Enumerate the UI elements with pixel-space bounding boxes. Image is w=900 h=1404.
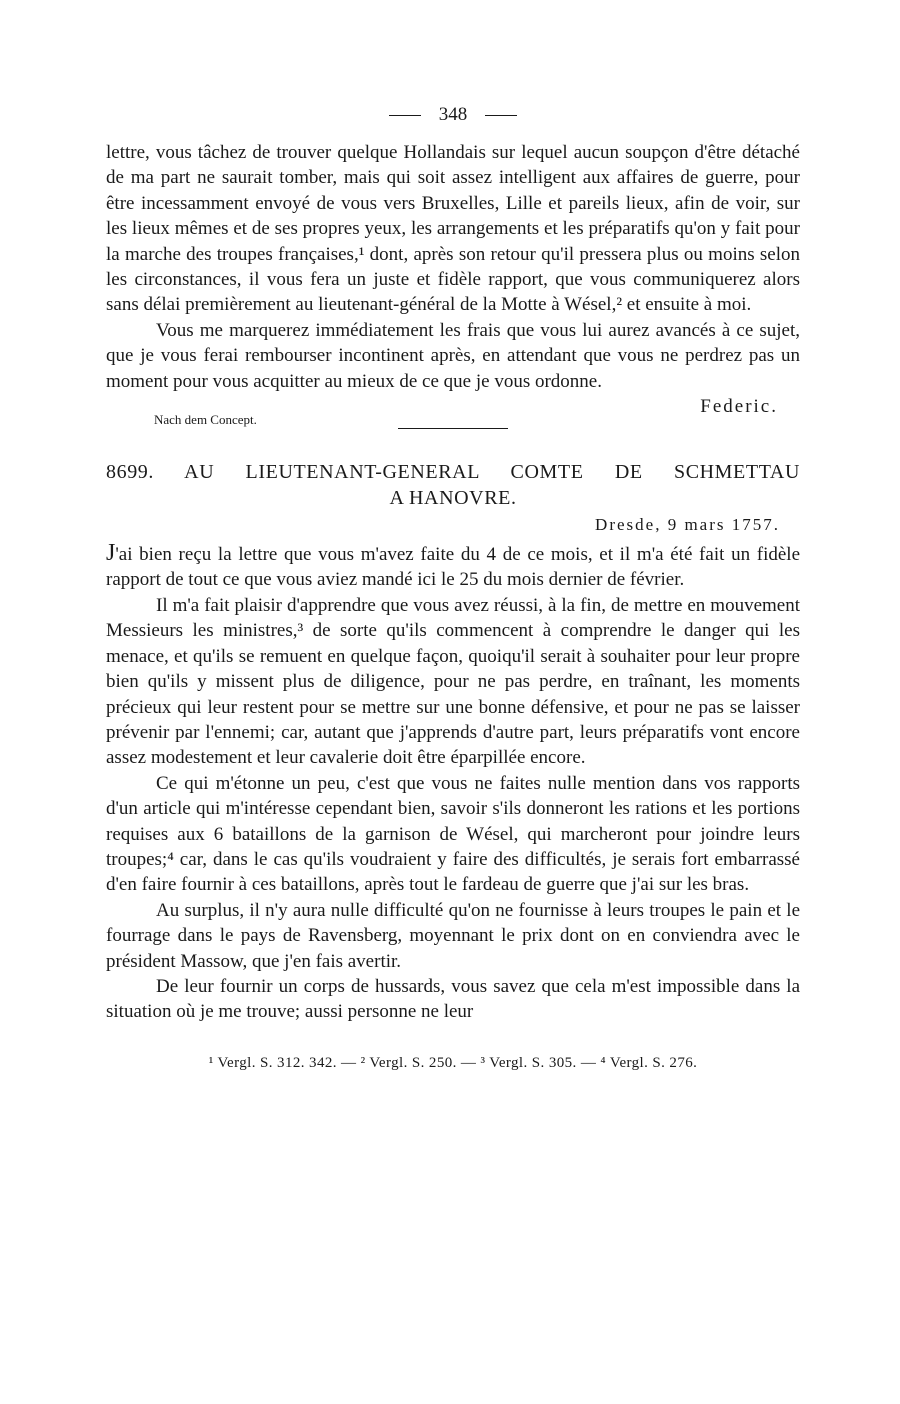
letter-heading	[106, 459, 800, 511]
letter-paragraph-1	[106, 541, 800, 593]
header-dash-right	[485, 115, 517, 116]
letter-heading-line-2: A HANOVRE.	[389, 487, 517, 510]
page-header	[106, 96, 800, 134]
source-note: Nach dem Concept.	[154, 412, 257, 428]
header-dash-left	[389, 115, 421, 116]
signature: Federic.	[700, 396, 778, 418]
letter-paragraph-1-text: 'ai bien reçu la lettre que vous m'avez faite du 4 de ce mois, et il m'a été fait un fidèle rapport de tout ce que vous aviez mandé ici le 25 du mois dernier de février.	[106, 544, 800, 591]
previous-letter-paragraph-1: lettre, vous tâchez de trouver quelque Hollandais sur lequel aucun soupçon d'être détaché de ma part ne saurait tomber, mais qui soit assez intelligent aux affaires de guerre, pour être incessamment envoyé de vous vers Bruxelles, Lille et pareils lieux, afin de voir, sur les lieux mêmes et de ses propres yeux, les arrangements et les préparatifs qu'on y fait pour la marche des troupes françaises,¹ dont, après son retour qu'il pressera plus ou moins selon les circonstances, il vous fera un juste et fidèle rapport, que vous communiquerez alors sans délai premièrement au lieutenant-général de la Motte à Wésel,² et ensuite à moi.	[106, 142, 800, 316]
page-number: 348	[438, 104, 468, 125]
previous-letter-closing	[106, 396, 800, 428]
previous-letter-paragraph-2: Vous me marquerez immédiatement les frais que vous lui aurez avancés à ce sujet, que je vous ferai rembourser incontinent après, en attendant que vous ne perdrez pas un moment pour vous acquitter au mieux de ce que je vous ordonne.	[106, 319, 800, 392]
book-page	[106, 96, 800, 1072]
dateline: Dresde, 9 mars 1757.	[595, 515, 780, 535]
section-divider	[398, 428, 508, 429]
letter-heading-line-1: 8699. AU LIEUTENANT-GENERAL COMTE DE SCHMETTAU	[106, 461, 800, 484]
letter-paragraph-4: Au surplus, il n'y aura nulle difficulté qu'on ne fournisse à leurs troupes le pain et le fourrage dans le pays de Ravensberg, moyennant le prix dont on en conviendra avec le président Massow, que j'en fais avertir.	[106, 899, 800, 972]
letter-paragraph-5: De leur fournir un corps de hussards, vous savez que cela m'est impossible dans la situation où je me trouve; aussi personne ne leur	[106, 975, 800, 1023]
letter-paragraph-3: Ce qui m'étonne un peu, c'est que vous ne faites nulle mention dans vos rapports d'un article qui m'intéresse cependant bien, savoir s'ils donneront les rations et les portions requises aux 6 bataillons de la garnison de Wésel, qui marcheront pour joindre leurs troupes;⁴ car, dans le cas qu'ils voudraient y faire des difficultés, je serais fort embarrassé d'en faire fournir à ces bataillons, après tout le fardeau de guerre que j'ai sur les bras.	[106, 772, 800, 896]
initial-letter: J	[106, 540, 116, 567]
footnotes: ¹ Vergl. S. 312. 342. — ² Vergl. S. 250. — ³ Vergl. S. 305. — ⁴ Vergl. S. 276.	[208, 1054, 698, 1071]
letter-paragraph-2: Il m'a fait plaisir d'apprendre que vous avez réussi, à la fin, de mettre en mouvement Messieurs les ministres,³ de sorte qu'ils commencent à comprendre le danger qui les menace, et qu'ils se remuent en quelque façon, quoiqu'il serait à souhaiter pour leur propre bien qu'ils y missent plus de diligence, pour ne pas perdre, en traînant, les moments précieux qui leur restent pour se mettre sur une bonne défensive, et pour ne pas se laisser prévenir par l'ennemi; car, autant que j'apprends d'autre part, leurs préparatifs vont encore assez modestement et leur cavalerie doit être éparpillée encore.	[106, 594, 800, 769]
